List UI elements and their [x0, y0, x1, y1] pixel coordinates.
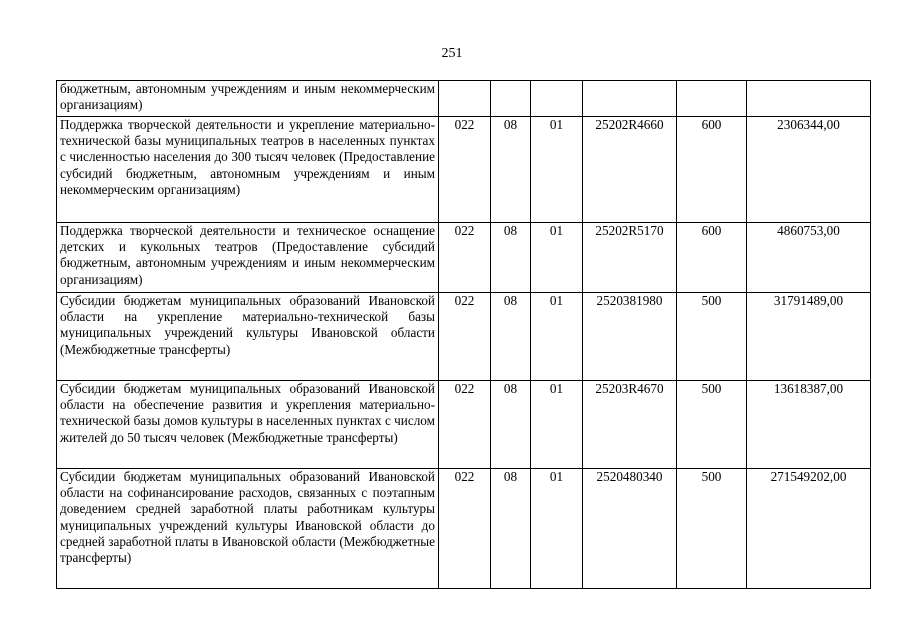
subsection-code: 01	[531, 381, 583, 469]
subsection-code	[531, 81, 583, 117]
row-description: Поддержка творческой деятельности и укрепление материально-технической базы муниципальных театров в населенных пунктах с численностью населения до 300 тысяч человек (Предоставление субсидий бюджетным, автономным учреждениям и иным некоммерческим организациям)	[57, 117, 439, 223]
section-code: 08	[491, 117, 531, 223]
amount-value: 31791489,00	[747, 293, 871, 381]
page-number: 251	[441, 46, 463, 61]
expense-type-code: 600	[677, 117, 747, 223]
target-article-code: 25203R4670	[583, 381, 677, 469]
table-row	[57, 117, 871, 223]
ministry-code: 022	[439, 469, 491, 589]
subsection-code: 01	[531, 469, 583, 589]
target-article-code: 25202R5170	[583, 223, 677, 293]
row-description: бюджетным, автономным учреждениям и иным некоммерческим организациям)	[57, 81, 439, 117]
section-code: 08	[491, 223, 531, 293]
budget-table	[56, 80, 871, 589]
table-row	[57, 223, 871, 293]
target-article-code: 25202R4660	[583, 117, 677, 223]
target-article-code: 2520381980	[583, 293, 677, 381]
table-row	[57, 469, 871, 589]
section-code: 08	[491, 293, 531, 381]
ministry-code: 022	[439, 223, 491, 293]
expense-type-code	[677, 81, 747, 117]
ministry-code: 022	[439, 381, 491, 469]
amount-value: 4860753,00	[747, 223, 871, 293]
ministry-code	[439, 81, 491, 117]
row-description: Субсидии бюджетам муниципальных образований Ивановской области на софинансирование расходов, связанных с поэтапным доведением средней заработной платы работникам культуры муниципальных учреждений культуры Ивановской области до средней заработной платы в Ивановской области (Межбюджетные трансферты)	[57, 469, 439, 589]
expense-type-code: 500	[677, 293, 747, 381]
section-code	[491, 81, 531, 117]
amount-value: 13618387,00	[747, 381, 871, 469]
amount-value: 271549202,00	[747, 469, 871, 589]
subsection-code: 01	[531, 223, 583, 293]
expense-type-code: 500	[677, 381, 747, 469]
ministry-code: 022	[439, 117, 491, 223]
table-row	[57, 293, 871, 381]
subsection-code: 01	[531, 293, 583, 381]
subsection-code: 01	[531, 117, 583, 223]
amount-value	[747, 81, 871, 117]
amount-value: 2306344,00	[747, 117, 871, 223]
section-code: 08	[491, 469, 531, 589]
section-code: 08	[491, 381, 531, 469]
expense-type-code: 600	[677, 223, 747, 293]
row-description: Субсидии бюджетам муниципальных образований Ивановской области на обеспечение развития и укрепления материально-технической базы домов культуры в населенных пунктах с числом жителей до 50 тысяч человек (Межбюджетные трансферты)	[57, 381, 439, 469]
row-description: Поддержка творческой деятельности и техническое оснащение детских и кукольных театров (Предоставление субсидий бюджетным, автономным учреждениям и иным некоммерческим организациям)	[57, 223, 439, 293]
target-article-code: 2520480340	[583, 469, 677, 589]
table-row	[57, 381, 871, 469]
expense-type-code: 500	[677, 469, 747, 589]
target-article-code	[583, 81, 677, 117]
ministry-code: 022	[439, 293, 491, 381]
table-row	[57, 81, 871, 117]
row-description: Субсидии бюджетам муниципальных образований Ивановской области на укрепление материально-технической базы муниципальных учреждений культуры Ивановской области (Межбюджетные трансферты)	[57, 293, 439, 381]
